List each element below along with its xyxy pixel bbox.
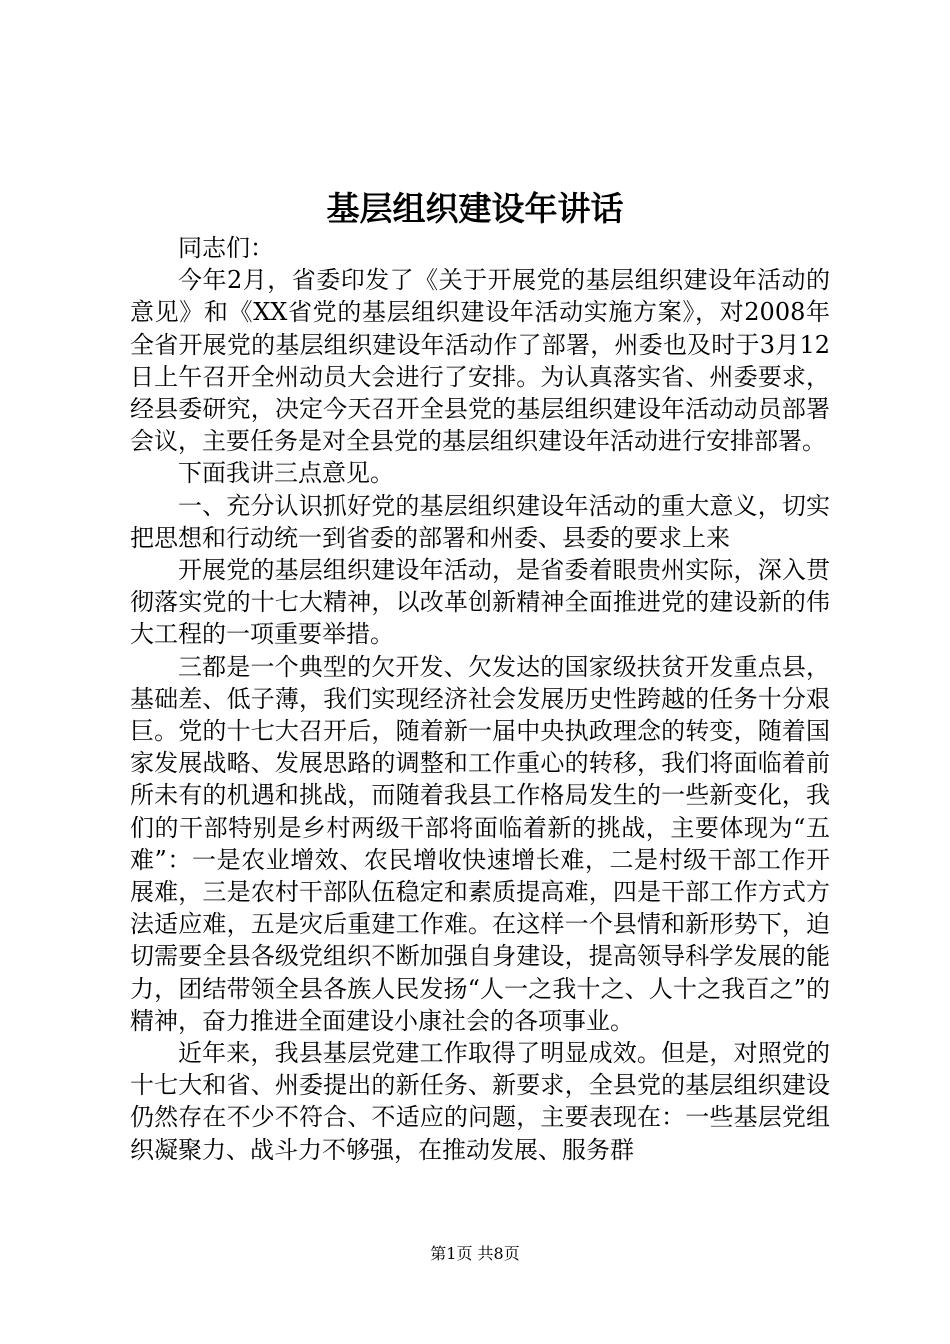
page-footer: 第1页 共8页 (430, 1244, 520, 1263)
paragraph-greeting: 同志们： (178, 234, 274, 262)
paragraph-recent-years: 近年来，我县基层党建工作取得了明显成效。但是，对照党的十七大和省、州委提出的新任务、新要求，全县党的基层组织建设仍然存在不少不符合、不适应的问题，主要表现在：一些基层党组织凝聚力、战斗力不够强，在推动发展、服务群 (130, 1039, 830, 1164)
document-title: 基层组织建设年讲话 (326, 189, 624, 228)
paragraph-intro: 今年2月，省委印发了《关于开展党的基层组织建设年活动的意见》和《XX省党的基层组织建设年活动实施方案》，对2008年全省开展党的基层组织建设年活动作了部署，州委也及时于3月12日上午召开全州动员大会进行了安排。为认真落实省、州委要求，经县委研究，决定今天召开全县党的基层组织建设年活动动员部署会议，主要任务是对全县党的基层组织建设年活动进行安排部署。 (130, 266, 830, 456)
paragraph-county-situation: 三都是一个典型的欠开发、欠发达的国家级扶贫开发重点县，基础差、低子薄，我们实现经济社会发展历史性跨越的任务十分艰巨。党的十七大召开后，随着新一届中央执政理念的转变，随着国家发展战略、发展思路的调整和工作重心的转移，我们将面临着前所未有的机遇和挑战，而随着我县工作格局发生的一些新变化，我们的干部特别是乡村两级干部将面临着新的挑战，主要体现为“五难”：一是农业增效、农民增收快速增长难，二是村级干部工作开展难，三是农村干部队伍稳定和素质提高难，四是干部工作方式方法适应难，五是灾后重建工作难。在这样一个县情和新形势下，迫切需要全县各级党组织不断加强自身建设，提高领导科学发展的能力，团结带领全县各族人民发扬“人一之我十之、人十之我百之”的精神，奋力推进全面建设小康社会的各项事业。 (130, 652, 830, 1035)
paragraph-section-heading-1: 一、充分认识抓好党的基层组织建设年活动的重大意义，切实把思想和行动统一到省委的部署和州委、县委的要求上来 (130, 491, 830, 552)
paragraph-significance: 开展党的基层组织建设年活动，是省委着眼贵州实际，深入贯彻落实党的十七大精神，以改革创新精神全面推进党的建设新的伟大工程的一项重要举措。 (130, 556, 830, 649)
paragraph-three-points: 下面我讲三点意见。 (178, 459, 394, 488)
document-body (130, 232, 830, 1166)
